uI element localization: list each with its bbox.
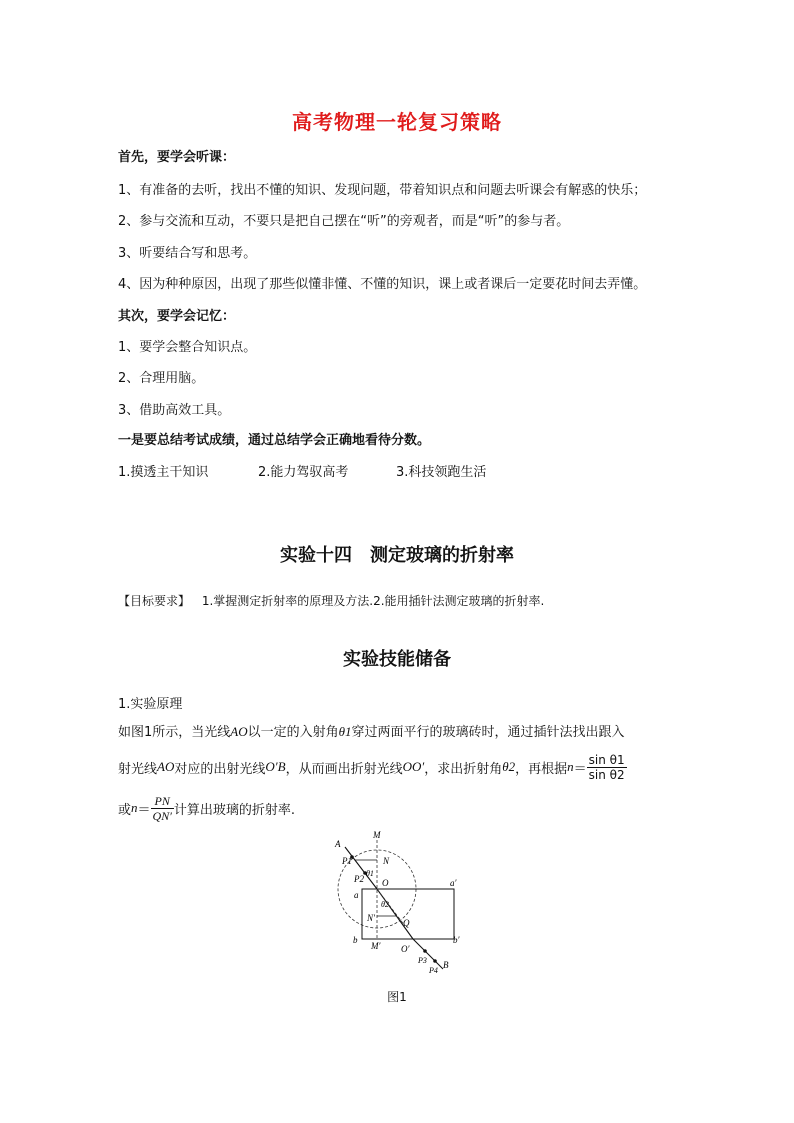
tip-3: 3.科技领跑生活: [396, 465, 487, 480]
equals-sign: ＝: [137, 802, 151, 818]
label-q: Q: [403, 918, 410, 928]
theta1-symbol: θ1: [338, 724, 352, 739]
principle-text: 计算出玻璃的折射率.: [173, 802, 295, 818]
label-theta1: θ1: [366, 869, 374, 878]
label-n-prime: N′: [367, 913, 375, 923]
n-symbol: n: [131, 800, 138, 815]
second-item-2: 2、合理用脑。: [118, 371, 205, 386]
goal-line: [118, 592, 544, 609]
fraction-numerator: sin θ1: [588, 752, 625, 767]
principle-text: ，从而画出折射光线: [285, 761, 403, 777]
second-item-1: 1、要学会整合知识点。: [118, 340, 257, 355]
tip-1: 1.摸透主干知识: [118, 465, 209, 480]
label-b-point: B: [443, 960, 449, 970]
label-p1: P1: [342, 856, 352, 866]
label-p3: P3: [418, 956, 427, 965]
pin-p4: [433, 959, 437, 963]
first-item-1: 1、有准备的去听，找出不懂的知识、发现问题，带着知识点和问题去听课会有解惑的快乐；: [118, 183, 647, 198]
first-heading: 首先，要学会听课：: [118, 150, 236, 165]
refraction-figure: [325, 830, 475, 980]
principle-heading: 1.实验原理: [118, 697, 183, 712]
principle-line-3: [118, 790, 295, 826]
fraction-denominator: sin θ2: [588, 767, 625, 782]
ray-ob: O′B: [265, 759, 286, 774]
principle-text: 射光线: [118, 761, 158, 777]
second-heading: 其次，要学会记忆：: [118, 309, 236, 324]
label-m: M: [373, 830, 381, 840]
label-b: b: [353, 935, 358, 945]
sine-ratio-fraction: [587, 753, 627, 782]
first-item-2: 2、参与交流和互动，不要只是把自己摆在“听”的旁观者，而是“听”的参与者。: [118, 214, 570, 229]
tip-2: 2.能力驾驭高考: [258, 465, 349, 480]
theta2-symbol: θ2: [502, 759, 516, 774]
fraction-denominator: QN′: [152, 808, 172, 823]
first-item-4: 4、因为种种原因，出现了那些似懂非懂、不懂的知识，课上或者课后一定要花时间去弄懂。: [118, 277, 647, 292]
principle-line-1: [118, 721, 625, 740]
ray-ao: AO: [157, 759, 175, 774]
goal-label: 【目标要求】: [118, 594, 191, 608]
label-o-prime: O′: [401, 944, 410, 954]
fraction-numerator: PN: [151, 794, 174, 809]
ray-oo: OO′: [402, 759, 425, 774]
ray-ao: AO: [230, 724, 248, 739]
pin-p3: [423, 949, 427, 953]
principle-line-2: [118, 749, 627, 785]
principle-text: 以一定的入射角: [247, 725, 339, 740]
skills-title: 实验技能储备: [343, 649, 451, 670]
first-item-3: 3、听要结合写和思考。: [118, 246, 257, 261]
label-a-prime: a′: [450, 878, 457, 888]
n-symbol: n: [567, 759, 574, 774]
goal-text: 1.掌握测定折射率的原理及方法.2.能用插针法测定玻璃的折射率.: [201, 594, 545, 608]
page-title: 高考物理一轮复习策略: [292, 110, 502, 134]
length-ratio-fraction: [151, 794, 174, 823]
second-item-3: 3、借助高效工具。: [118, 403, 231, 418]
principle-text: 如图1所示，当光线: [118, 725, 231, 740]
experiment-title: 实验十四 测定玻璃的折射率: [280, 545, 514, 566]
principle-text: 穿过两面平行的玻璃砖时，通过插针法找出跟入: [351, 725, 625, 740]
label-b-prime: b′: [453, 935, 460, 945]
principle-text: 或: [118, 802, 132, 818]
label-p4: P4: [429, 966, 438, 975]
principle-text: ，再根据: [515, 761, 568, 777]
summary-line: 一是要总结考试成绩，通过总结学会正确地看待分数。: [118, 433, 431, 448]
label-o: O: [382, 878, 389, 888]
principle-text: ，求出折射角: [424, 761, 503, 777]
label-theta2: θ2: [381, 900, 389, 909]
equals-sign: ＝: [573, 761, 587, 777]
label-a-point: A: [335, 839, 341, 849]
label-n: N: [383, 856, 390, 866]
principle-text: 对应的出射光线: [174, 761, 266, 777]
label-a: a: [354, 890, 359, 900]
label-p2: P2: [354, 874, 364, 884]
refracted-ray: [377, 889, 413, 939]
label-m-prime: M′: [371, 941, 381, 951]
figure-caption: 图1: [387, 990, 407, 1004]
